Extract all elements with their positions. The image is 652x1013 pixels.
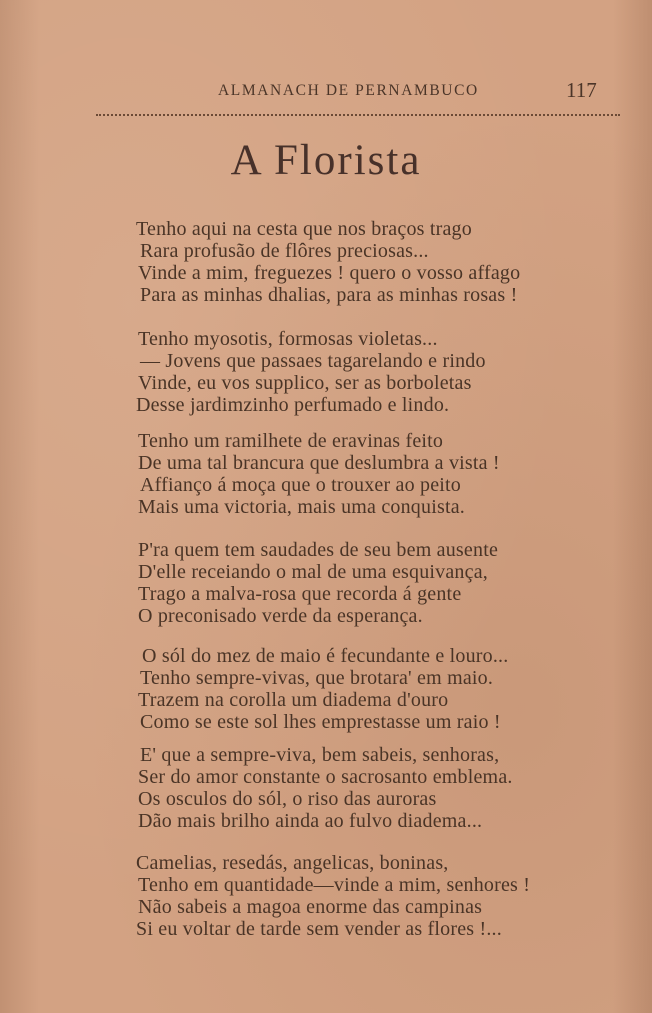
verse-line: Tenho myosotis, formosas violetas... — [138, 328, 438, 350]
verse-line: Desse jardimzinho perfumado e lindo. — [136, 394, 450, 416]
verse-line: De uma tal brancura que deslumbra a vista ! — [138, 452, 500, 474]
verse-line: Mais uma victoria, mais uma conquista. — [138, 496, 465, 518]
verse-line: Os osculos do sól, o riso das auroras — [138, 788, 437, 810]
verse-line: Trazem na corolla um diadema d'ouro — [138, 689, 449, 711]
verse-line: D'elle receiando o mal de uma esquivança, — [138, 561, 488, 583]
verse-line: P'ra quem tem saudades de seu bem ausente — [138, 539, 499, 561]
running-header-title: ALMANACH DE PERNAMBUCO — [218, 82, 479, 99]
verse-line: Affianço á moça que o trouxer ao peito — [140, 474, 461, 496]
verse-line: Tenho aqui na cesta que nos braços trago — [136, 218, 472, 240]
verse-line: Não sabeis a magoa enorme das campinas — [138, 896, 483, 918]
verse-line: Como se este sol lhes emprestasse um raio ! — [140, 711, 501, 733]
verse-line: Si eu voltar de tarde sem vender as flores !... — [136, 918, 502, 940]
verse-line: Dão mais brilho ainda ao fulvo diadema... — [138, 810, 483, 832]
verse-line: Ser do amor constante o sacrosanto emblema. — [138, 766, 513, 788]
verse-line: Vinde a mim, freguezes ! quero o vosso affago — [138, 262, 521, 284]
verse-line: O sól do mez de maio é fecundante e louro... — [142, 645, 509, 667]
verse-line: — Jovens que passaes tagarelando e rindo — [140, 350, 486, 372]
verse-line: E' que a sempre-viva, bem sabeis, senhoras, — [140, 744, 500, 766]
verse-line: Trago a malva-rosa que recorda á gente — [138, 583, 462, 605]
header-rule — [96, 114, 620, 116]
verse-line: Para as minhas dhalias, para as minhas rosas ! — [140, 284, 518, 306]
page-header — [0, 78, 652, 108]
verse-line: Tenho sempre-vivas, que brotara' em maio. — [140, 667, 494, 689]
verse-line: O preconisado verde da esperança. — [138, 605, 423, 627]
verse-line: Tenho um ramilhete de eravinas feito — [138, 430, 444, 452]
verse-line: Tenho em quantidade—vinde a mim, senhores ! — [138, 874, 531, 896]
verse-line: Rara profusão de flôres preciosas... — [140, 240, 429, 262]
verse-line: Camelias, resedás, angelicas, boninas, — [136, 852, 449, 874]
poem-title: A Florista — [230, 137, 422, 184]
page-number: 117 — [566, 78, 597, 102]
verse-line: Vinde, eu vos supplico, ser as borboletas — [138, 372, 472, 394]
